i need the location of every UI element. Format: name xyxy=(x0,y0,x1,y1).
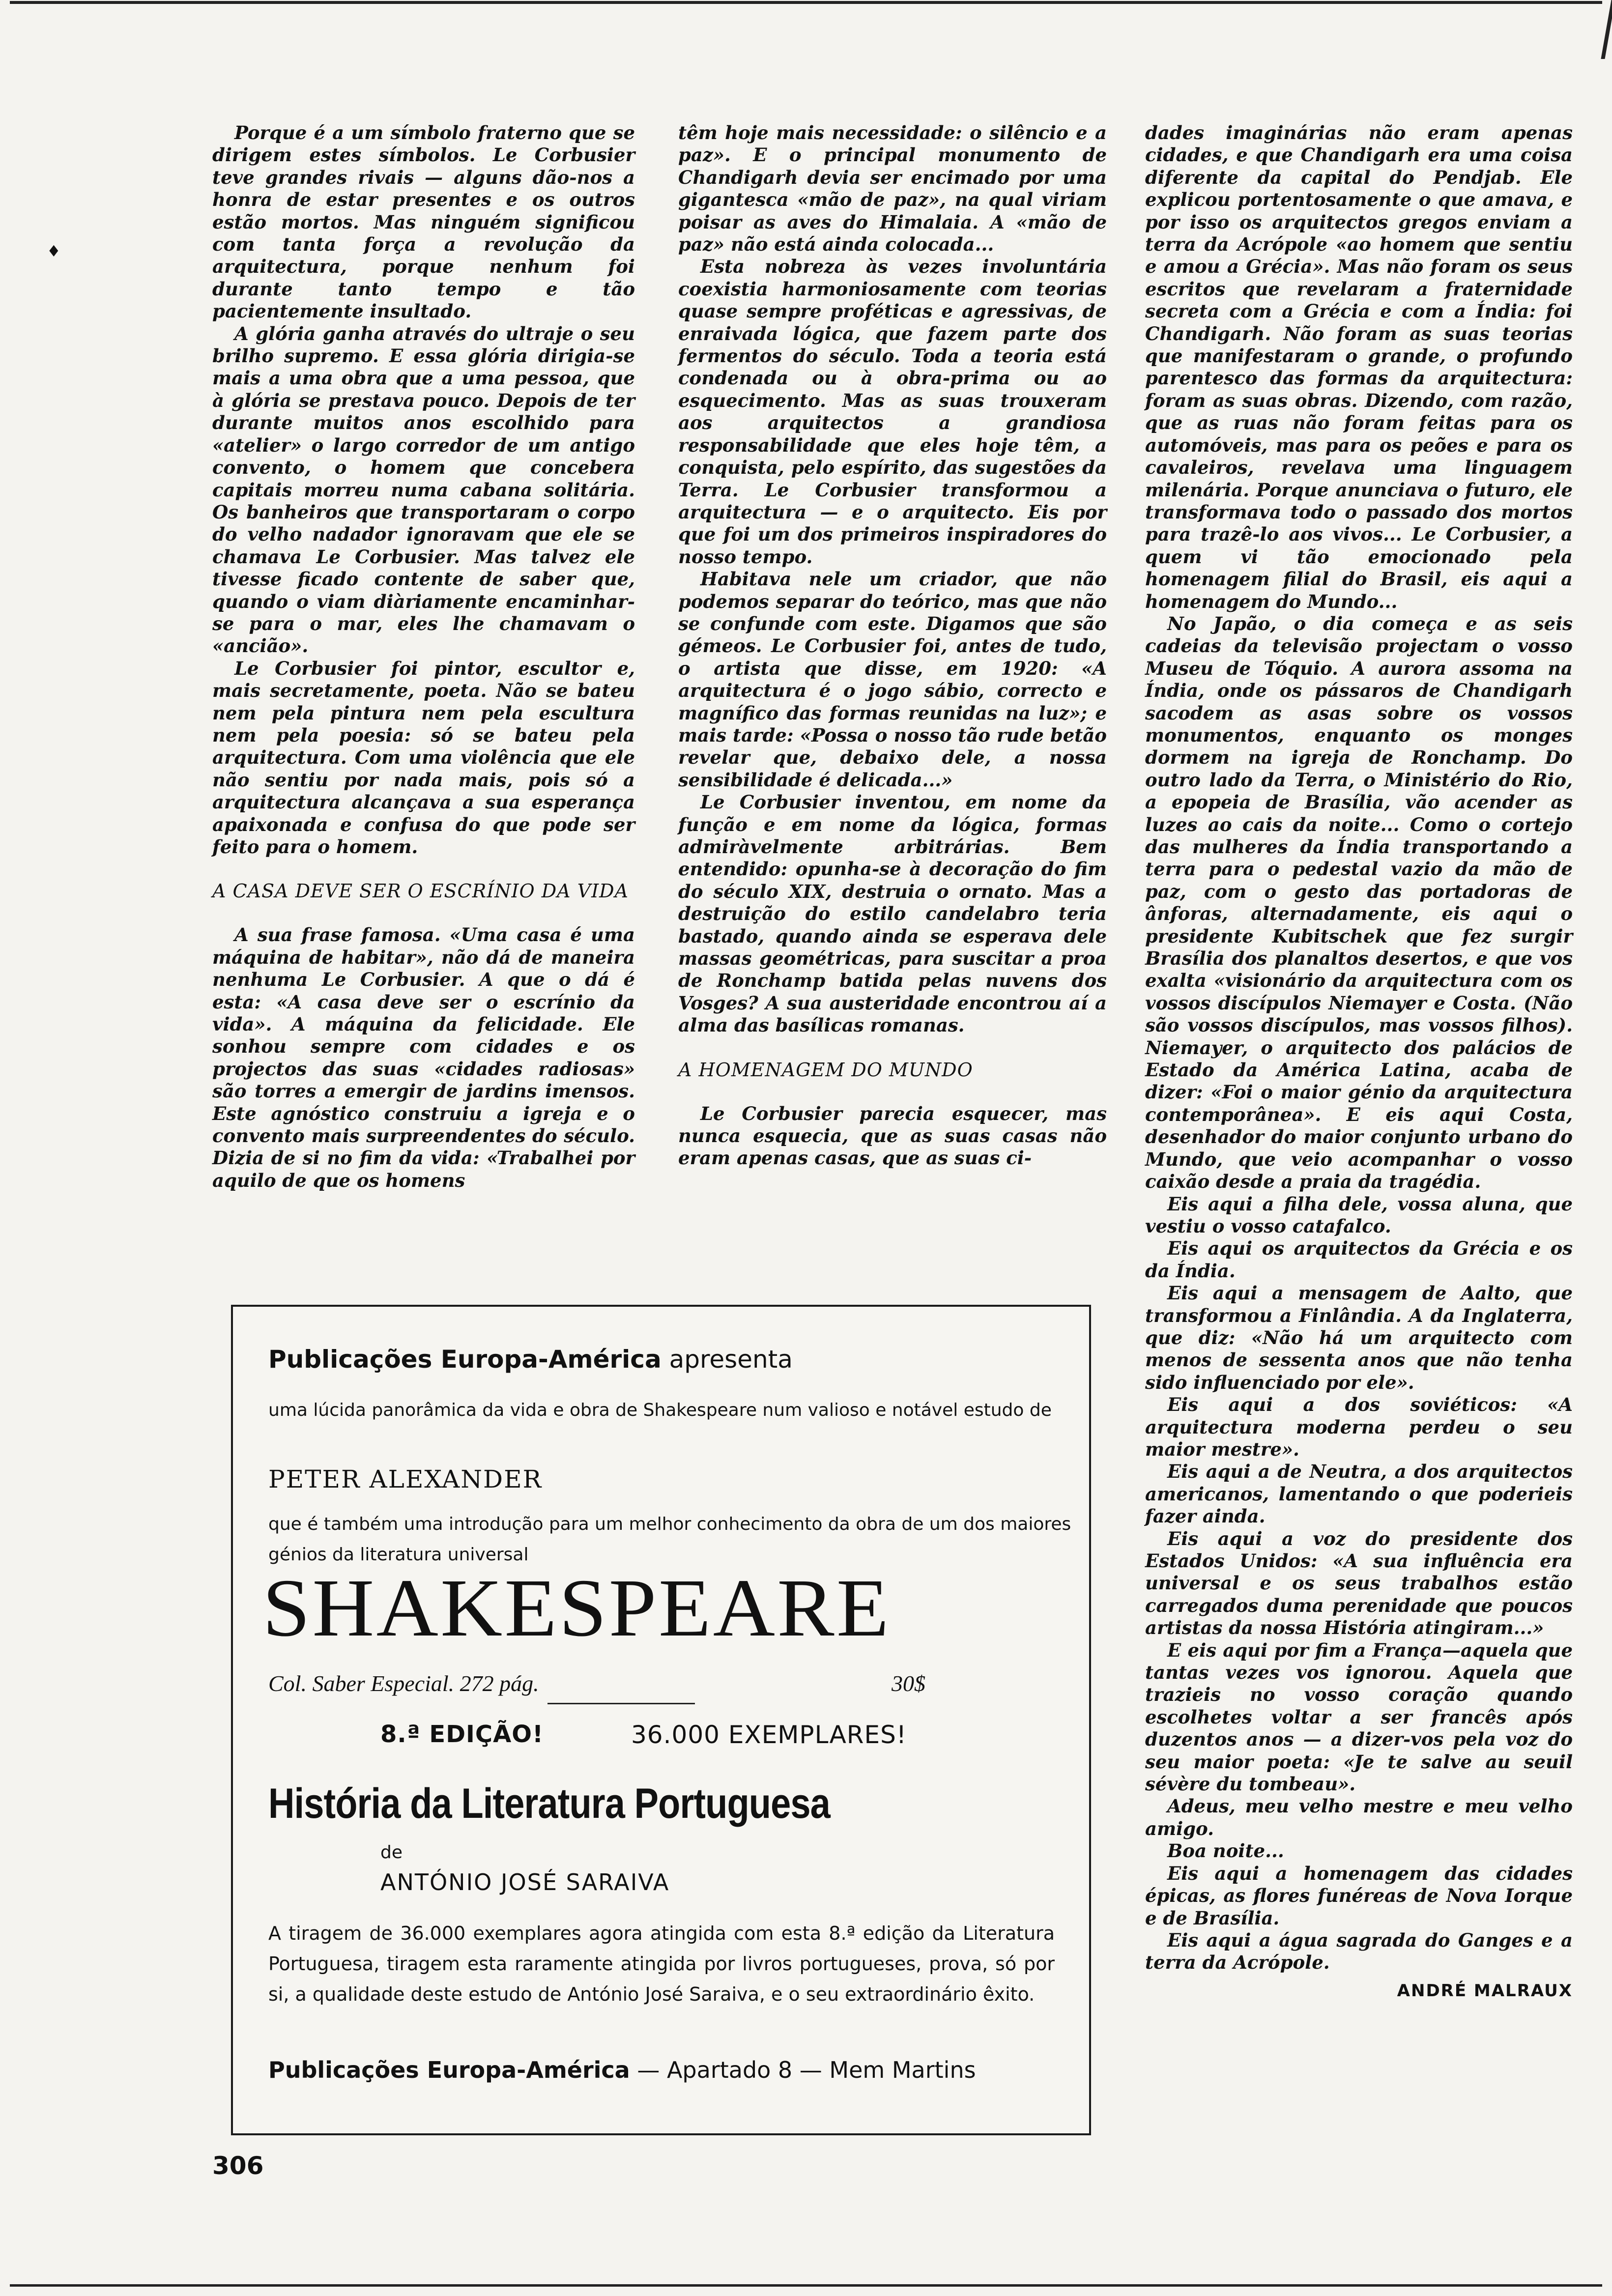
paragraph: Habitava nele um criador, que não podemos separar do teórico, mas que não se confunde com este. Digamos que são gémeos. Le Corbusier foi, antes de tudo, o artista que disse, em 1920: «A arquitectura é o jogo sábio, correcto e magnífico das formas reunidas na luz»; e mais tarde: «Possa o nosso tão rude betão revelar que, debaixo dele, a nossa sensibilidade é delicada...» xyxy=(678,568,1107,791)
publisher-name: Publicações Europa-América xyxy=(268,2057,630,2083)
paragraph: Eis aqui a homenagem das cidades épicas, as flores funéreas de Nova Iorque e de Brasília. xyxy=(1145,1862,1573,1929)
paragraph: Esta nobreza às vezes involuntária coexistia harmoniosamente com teorias quase sempre proféticas e agressivas, de enraivada lógica, que fazem parte dos fermentos do século. Toda a teoria está condenada ou à obra-prima ou ao esquecimento. Mas as suas trouxeram aos arquitectos a grandiosa responsabilidade que eles hoje têm, a conquista, pelo espírito, das sugestões da Terra. Le Corbusier transformou a arquitectura — e o arquitecto. Eis por que foi um dos primeiros inspiradores do nosso tempo. xyxy=(678,256,1107,568)
paragraph: E eis aqui por fim a França—aquela que tantas vezes vos ignorou. Aquela que trazieis no vosso coração quando escolhetes voltar a ser francês após duzentos anos — a dizer-vos pela voz do seu maior poeta: «Je te salve au seuil sévère du tombeau». xyxy=(1145,1639,1573,1795)
section-heading: A CASA DEVE SER O ESCRÍNIO DA VIDA xyxy=(212,880,629,902)
paragraph: Le Corbusier parecia esquecer, mas nunca esquecia, que as suas casas não eram apenas casas, que as suas ci- xyxy=(678,1102,1107,1169)
ad-body: A tiragem de 36.000 exemplares agora atingida com esta 8.ª edição da Literatura Portuguesa, tiragem esta raramente atingida por livros portugueses, prova, só por si, a qualidade deste estudo de António José Saraiva, e o seu extraordinário êxito. xyxy=(268,1923,1055,2005)
paragraph: Le Corbusier inventou, em nome da função e em nome da lógica, formas admiràvelmente arbitrárias. Bem entendido: opunha-se à decoração do fim do século XIX, destruia o ornato. Mas a destruição do estilo candelabro teria bastado, quando ainda se esperava dele massas geométricas, para suscitar a proa de Ronchamp batida pelas nuvens dos Vosges? A sua austeridade encontrou aí a alma das basílicas romanas. xyxy=(678,791,1107,1036)
ad-footer xyxy=(268,2057,976,2083)
ad-publisher-line xyxy=(268,1345,793,1374)
paragraph: Eis aqui os arquitectos da Grécia e os da Índia. xyxy=(1145,1237,1573,1282)
paragraph: Adeus, meu velho mestre e meu velho amigo. xyxy=(1145,1795,1573,1839)
ad-author-saraiva: ANTÓNIO JOSÉ SARAIVA xyxy=(380,1869,670,1895)
paragraph: Eis aqui a voz do presidente dos Estados Unidos: «A sua influência era universal e os seus trabalhos estão carregados duma perenidade que poucos artistas da nossa História atingiram...» xyxy=(1145,1527,1573,1639)
publisher-name: Publicações Europa-América xyxy=(268,1345,662,1374)
ad-description: que é também uma introdução para um melhor conhecimento da obra de um dos maiores génios da literatura universal xyxy=(268,1514,1071,1565)
ad-collection: Col. Saber Especial. 272 pág. xyxy=(268,1671,539,1696)
scan-edge-right xyxy=(1601,0,1612,59)
paragraph: Boa noite... xyxy=(1167,1840,1284,1862)
article-column-2 xyxy=(678,122,1107,1170)
book-advertisement xyxy=(231,1305,1091,2135)
ad-price: 30$ xyxy=(892,1671,925,1696)
ad-divider xyxy=(547,1703,695,1704)
page-number: 306 xyxy=(212,2152,264,2180)
margin-mark: ♦ xyxy=(47,242,61,260)
article-column-3 xyxy=(1145,122,1573,2002)
paragraph: Eis aqui a mensagem de Aalto, que transformou a Finlândia. A da Inglaterra, que diz: «Não há um arquitecto com menos de sessenta anos que não tenha sido influenciado por ele». xyxy=(1145,1282,1573,1393)
paragraph: A sua frase famosa. «Uma casa é uma máquina de habitar», não dá de maneira nenhuma Le Corbusier. A que o dá é esta: «A casa deve ser o escrínio da vida». A máquina da felicidade. Ele sonhou sempre com cidades e os projectos das suas «cidades radiosas» são torres a emergir de jardins imensos. Este agnóstico construiu a igreja e o convento mais surpreendentes do século. Dizia de si no fim da vida: «Trabalhei por aquilo de que os homens xyxy=(212,924,635,1191)
paragraph: Le Corbusier foi pintor, escultor e, mais secretamente, poeta. Não se bateu nem pela pintura nem pela escultura nem pela poesia: só se bateu pela arquitectura. Com uma violência que ele não sentiu por nada mais, pois só a arquitectura alcançava a sua esperança apaixonada e confusa do que pode ser feito para o homem. xyxy=(212,657,635,858)
ad-presents: apresenta xyxy=(661,1345,793,1374)
ad-intro: uma lúcida panorâmica da vida e obra de Shakespeare num valioso e notável estudo de xyxy=(268,1400,1052,1420)
paragraph: Eis aqui a dos soviéticos: «A arquitectura moderna perdeu o seu maior mestre». xyxy=(1145,1394,1573,1460)
section-heading: A HOMENAGEM DO MUNDO xyxy=(678,1059,973,1081)
paragraph: dades imaginárias não eram apenas cidades, e que Chandigarh era uma coisa diferente da capital do Pendjab. Ele explicou portentosamente o que amava, e por isso os arquitectos gregos enviam a terra da Acrópole «ao homem que sentiu e amou a Grécia». Mas não foram os seus escritos que revelaram a fraternidade secreta com a Grécia e com a Índia: foi Chandigarh. Não foram as suas teorias que manifestaram o grande, o profundo parentesco das formas da arquitectura: foram as suas obras. Dizendo, com razão, que as ruas não foram feitas para os automóveis, mas para os peões e para os cavaleiros, revelava uma linguagem milenária. Porque anunciava o futuro, ele transformava todo o passado dos mortos para trazê-lo aos vivos... Le Corbusier, a quem vi tão emocionado pela homenagem filial do Brasil, eis aqui a homenagem do Mundo... xyxy=(1145,122,1573,612)
ad-author-alexander: PETER ALEXANDER xyxy=(268,1465,543,1493)
paragraph: Eis aqui a água sagrada do Ganges e a terra da Acrópole. xyxy=(1145,1929,1573,1974)
scan-edge-top xyxy=(10,1,1602,4)
ad-edition: 8.ª EDIÇÃO! xyxy=(380,1721,544,1748)
ad-title-shakespeare: SHAKESPEARE xyxy=(262,1562,891,1654)
ad-title-historia: História da Literatura Portuguesa xyxy=(268,1780,830,1827)
article-column-1 xyxy=(212,122,635,1192)
paragraph: Eis aqui a de Neutra, a dos arquitectos americanos, lamentando o que poderieis fazer ainda. xyxy=(1145,1461,1573,1527)
paragraph: A glória ganha através do ultraje o seu brilho supremo. E essa glória dirigia-se mais a uma obra que a uma pessoa, que à glória se prestava pouco. Depois de ter durante muitos anos escolhido para «atelier» o largo corredor de um antigo convento, o homem que concebera capitais morreu numa cabana solitária. Os banheiros que transportaram o corpo do velho nadador ignoravam que ele se chamava Le Corbusier. Mas talvez ele tivesse ficado contente de saber que, quando o viam diàriamente encaminhar-se para o mar, eles lhe chamavam o «ancião». xyxy=(212,322,635,657)
scan-edge-bottom xyxy=(10,2284,1602,2287)
ad-by: de xyxy=(380,1842,403,1863)
paragraph: Porque é a um símbolo fraterno que se dirigem estes símbolos. Le Corbusier teve grandes rivais — alguns dão-nos a honra de estar presentes e os outros estão mortos. Mas ninguém significou com tanta força a revolução da arquitectura, porque nenhum foi durante tanto tempo e tão pacientemente insultado. xyxy=(212,122,635,322)
paragraph: Eis aqui a filha dele, vossa aluna, que vestiu o vosso catafalco. xyxy=(1145,1193,1573,1237)
paragraph: No Japão, o dia começa e as seis cadeias da televisão projectam o vosso Museu de Tóquio. A aurora assoma na Índia, onde os pássaros de Chandigarh sacodem as asas sobre os vossos monumentos, enquanto os monges dormem na igreja de Ronchamp. Do outro lado da Terra, o Ministério do Rio, a epopeia de Brasília, vão acender as luzes ao cais da noite... Como o cortejo das mulheres da Índia transportando a terra para o pedestal vazio da mão de paz, com o gesto das portadoras de ânforas, alternadamente, eis aqui o presidente Kubitschek que fez surgir Brasília dos planaltos desertos, e que vos exalta «visionário da arquitectura com os vossos discípulos Niemayer e Costa. (Não são vossos discípulos, mas vossos filhos). Niemayer, o arquitecto dos palácios de Estado da América Latina, acaba de dizer: «Foi o maior génio da arquitectura contemporânea». E eis aqui Costa, desenhador do maior conjunto urbano do Mundo, que veio acompanhar o vosso caixão desde a praia da tragédia. xyxy=(1145,612,1573,1193)
ad-address: — Apartado 8 — Mem Martins xyxy=(630,2057,976,2083)
paragraph: têm hoje mais necessidade: o silêncio e a paz». E o principal monumento de Chandigarh devia ser encimado por uma gigantesca «mão de paz», na qual viriam poisar as aves do Himalaia. A «mão de paz» não está ainda colocada... xyxy=(678,122,1107,256)
ad-copies: 36.000 EXEMPLARES! xyxy=(631,1721,907,1749)
author-signature: ANDRÉ MALRAUX xyxy=(1397,1980,1573,2001)
